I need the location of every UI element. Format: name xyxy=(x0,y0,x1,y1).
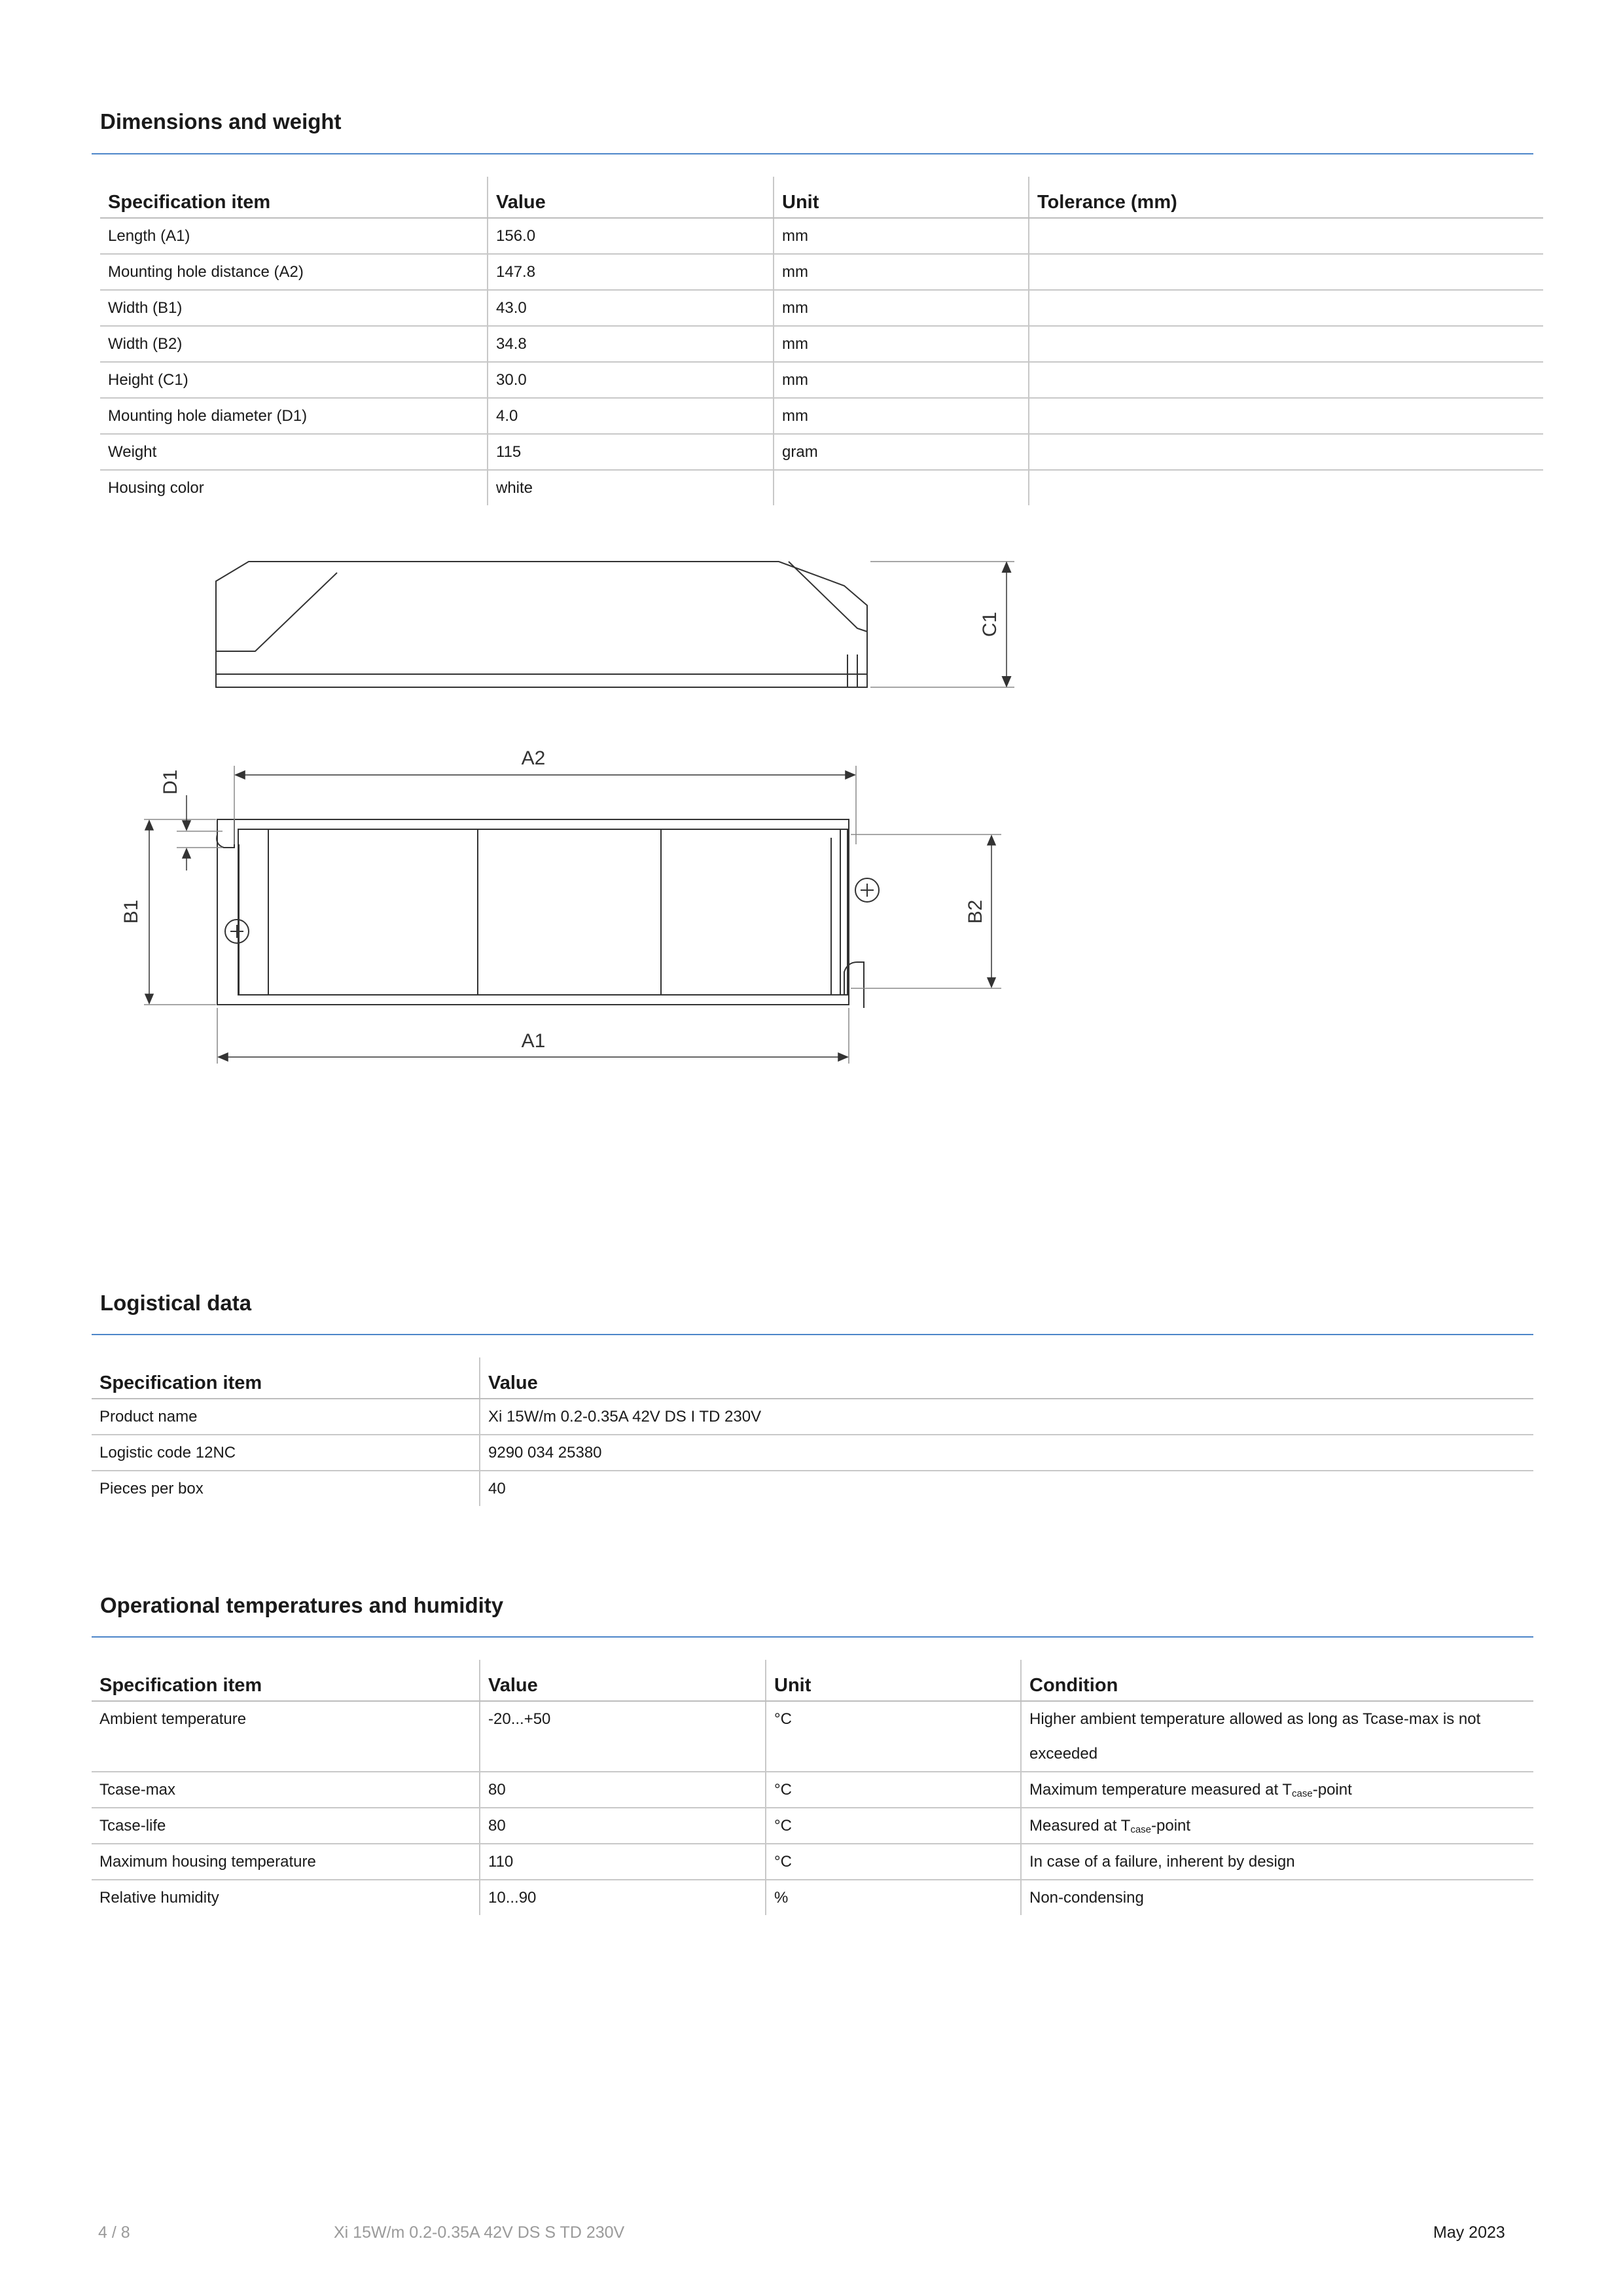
logistical-title: Logistical data xyxy=(100,1291,252,1315)
label-d1: D1 xyxy=(160,769,181,795)
spec-tolerance xyxy=(1029,434,1543,470)
spec-unit: °C xyxy=(766,1808,1021,1844)
dimensions-header-tolerance: Tolerance (mm) xyxy=(1029,177,1543,218)
spec-item: Weight xyxy=(100,434,488,470)
spec-value: 110 xyxy=(480,1844,766,1880)
spec-value: 147.8 xyxy=(488,254,774,290)
table-row xyxy=(100,398,1543,434)
spec-condition: In case of a failure, inherent by design xyxy=(1021,1844,1533,1880)
spec-item: Pieces per box xyxy=(99,1480,204,1498)
spec-unit: °C xyxy=(766,1844,1021,1880)
label-a1: A1 xyxy=(521,1030,546,1052)
table-row xyxy=(92,1471,1533,1506)
spec-tolerance xyxy=(1029,398,1543,434)
spec-value: 10...90 xyxy=(480,1880,766,1915)
spec-item: Tcase-max xyxy=(92,1772,480,1808)
dimension-lines xyxy=(144,766,1001,1064)
dimensions-rule xyxy=(92,153,1533,154)
logistical-header-row xyxy=(92,1357,1533,1399)
spec-value: -20...+50 xyxy=(480,1701,766,1772)
spec-tolerance xyxy=(1029,254,1543,290)
spec-value: white xyxy=(488,470,774,505)
spec-value: 30.0 xyxy=(488,362,774,398)
spec-value: 9290 034 25380 xyxy=(480,1435,1533,1471)
spec-item: Ambient temperature xyxy=(92,1701,480,1772)
spec-tolerance xyxy=(1029,362,1543,398)
spec-value: 115 xyxy=(488,434,774,470)
spec-unit: mm xyxy=(774,218,1029,254)
condition-text-suffix: -point xyxy=(1151,1817,1191,1835)
operational-title: Operational temperatures and humidity xyxy=(100,1593,504,1617)
label-b1: B1 xyxy=(120,899,142,924)
operational-header-value: Value xyxy=(480,1660,766,1701)
spec-item: Product name xyxy=(92,1399,480,1435)
spec-unit: mm xyxy=(774,326,1029,362)
condition-text: Measured at T xyxy=(1029,1817,1131,1835)
operational-header-item: Specification item xyxy=(92,1660,480,1701)
spec-unit: °C xyxy=(766,1772,1021,1808)
table-row xyxy=(92,1772,1533,1808)
spec-value: 80 xyxy=(480,1808,766,1844)
spec-item: Maximum housing temperature xyxy=(92,1844,480,1880)
spec-value: 4.0 xyxy=(488,398,774,434)
logistical-header-value: Value xyxy=(480,1357,1533,1399)
table-row xyxy=(100,254,1543,290)
table-row xyxy=(100,362,1543,398)
spec-item: Tcase-life xyxy=(92,1808,480,1844)
dimensions-header-row xyxy=(100,177,1543,218)
table-row xyxy=(100,434,1543,470)
spec-item: Mounting hole distance (A2) xyxy=(100,254,488,290)
spec-item: Width (B2) xyxy=(100,326,488,362)
spec-unit: gram xyxy=(774,434,1029,470)
condition-subscript: case xyxy=(1292,1788,1313,1799)
label-c1: C1 xyxy=(979,611,1001,637)
dimensions-header-unit: Unit xyxy=(774,177,1029,218)
spec-condition: Higher ambient temperature allowed as long as Tcase-max is not exceeded xyxy=(1021,1701,1533,1772)
spec-condition: Non-condensing xyxy=(1021,1880,1533,1915)
label-a2: A2 xyxy=(521,747,546,769)
table-row xyxy=(92,1880,1533,1915)
table-row xyxy=(92,1701,1533,1772)
spec-tolerance xyxy=(1029,290,1543,326)
side-view xyxy=(216,562,1014,687)
table-row xyxy=(92,1844,1533,1880)
logistical-header-item: Specification item xyxy=(92,1357,480,1399)
spec-condition xyxy=(1021,1772,1533,1808)
page-number: 4 / 8 xyxy=(98,2223,130,2242)
table-row xyxy=(92,1435,1533,1471)
spec-unit: mm xyxy=(774,290,1029,326)
spec-tolerance xyxy=(1029,218,1543,254)
table-row xyxy=(100,290,1543,326)
spec-item: Length (A1) xyxy=(100,218,488,254)
operational-rule xyxy=(92,1636,1533,1638)
spec-item: Height (C1) xyxy=(100,362,488,398)
spec-tolerance xyxy=(1029,326,1543,362)
operational-header-condition: Condition xyxy=(1021,1660,1533,1701)
table-row xyxy=(92,1808,1533,1844)
dimension-drawing xyxy=(111,537,1047,1093)
spec-value: 43.0 xyxy=(488,290,774,326)
spec-item: Mounting hole diameter (D1) xyxy=(100,398,488,434)
spec-value: 156.0 xyxy=(488,218,774,254)
label-b2: B2 xyxy=(965,899,986,924)
operational-table xyxy=(92,1660,1533,1915)
spec-value: 34.8 xyxy=(488,326,774,362)
condition-text: Maximum temperature measured at T xyxy=(1029,1781,1293,1799)
spec-value: 40 xyxy=(480,1471,1533,1506)
operational-header-unit: Unit xyxy=(766,1660,1021,1701)
spec-unit xyxy=(774,470,1029,505)
spec-item: Width (B1) xyxy=(100,290,488,326)
spec-unit: mm xyxy=(774,398,1029,434)
spec-item: Logistic code 12NC xyxy=(92,1435,480,1471)
top-view xyxy=(217,819,879,1008)
spec-tolerance xyxy=(1029,470,1543,505)
footer-product-name: Xi 15W/m 0.2-0.35A 42V DS S TD 230V xyxy=(334,2223,625,2242)
table-row xyxy=(100,470,1543,505)
spec-value: Xi 15W/m 0.2-0.35A 42V DS I TD 230V xyxy=(480,1399,1533,1435)
spec-condition xyxy=(1021,1808,1533,1844)
dimensions-table xyxy=(100,177,1543,505)
table-row xyxy=(100,326,1543,362)
spec-unit: mm xyxy=(774,254,1029,290)
table-row xyxy=(100,218,1543,254)
logistical-table xyxy=(92,1357,1533,1506)
dimensions-title: Dimensions and weight xyxy=(100,109,342,134)
condition-subscript: case xyxy=(1130,1824,1151,1835)
logistical-rule xyxy=(92,1334,1533,1335)
dimensions-header-item: Specification item xyxy=(100,177,488,218)
footer-date: May 2023 xyxy=(1433,2223,1505,2242)
spec-unit: % xyxy=(766,1880,1021,1915)
spec-item: Housing color xyxy=(108,479,204,497)
dimensions-header-value: Value xyxy=(488,177,774,218)
operational-header-row xyxy=(92,1660,1533,1701)
condition-text-suffix: -point xyxy=(1312,1781,1352,1799)
spec-item: Relative humidity xyxy=(99,1889,219,1907)
spec-unit: mm xyxy=(774,362,1029,398)
spec-unit: °C xyxy=(766,1701,1021,1772)
spec-value: 80 xyxy=(480,1772,766,1808)
table-row xyxy=(92,1399,1533,1435)
